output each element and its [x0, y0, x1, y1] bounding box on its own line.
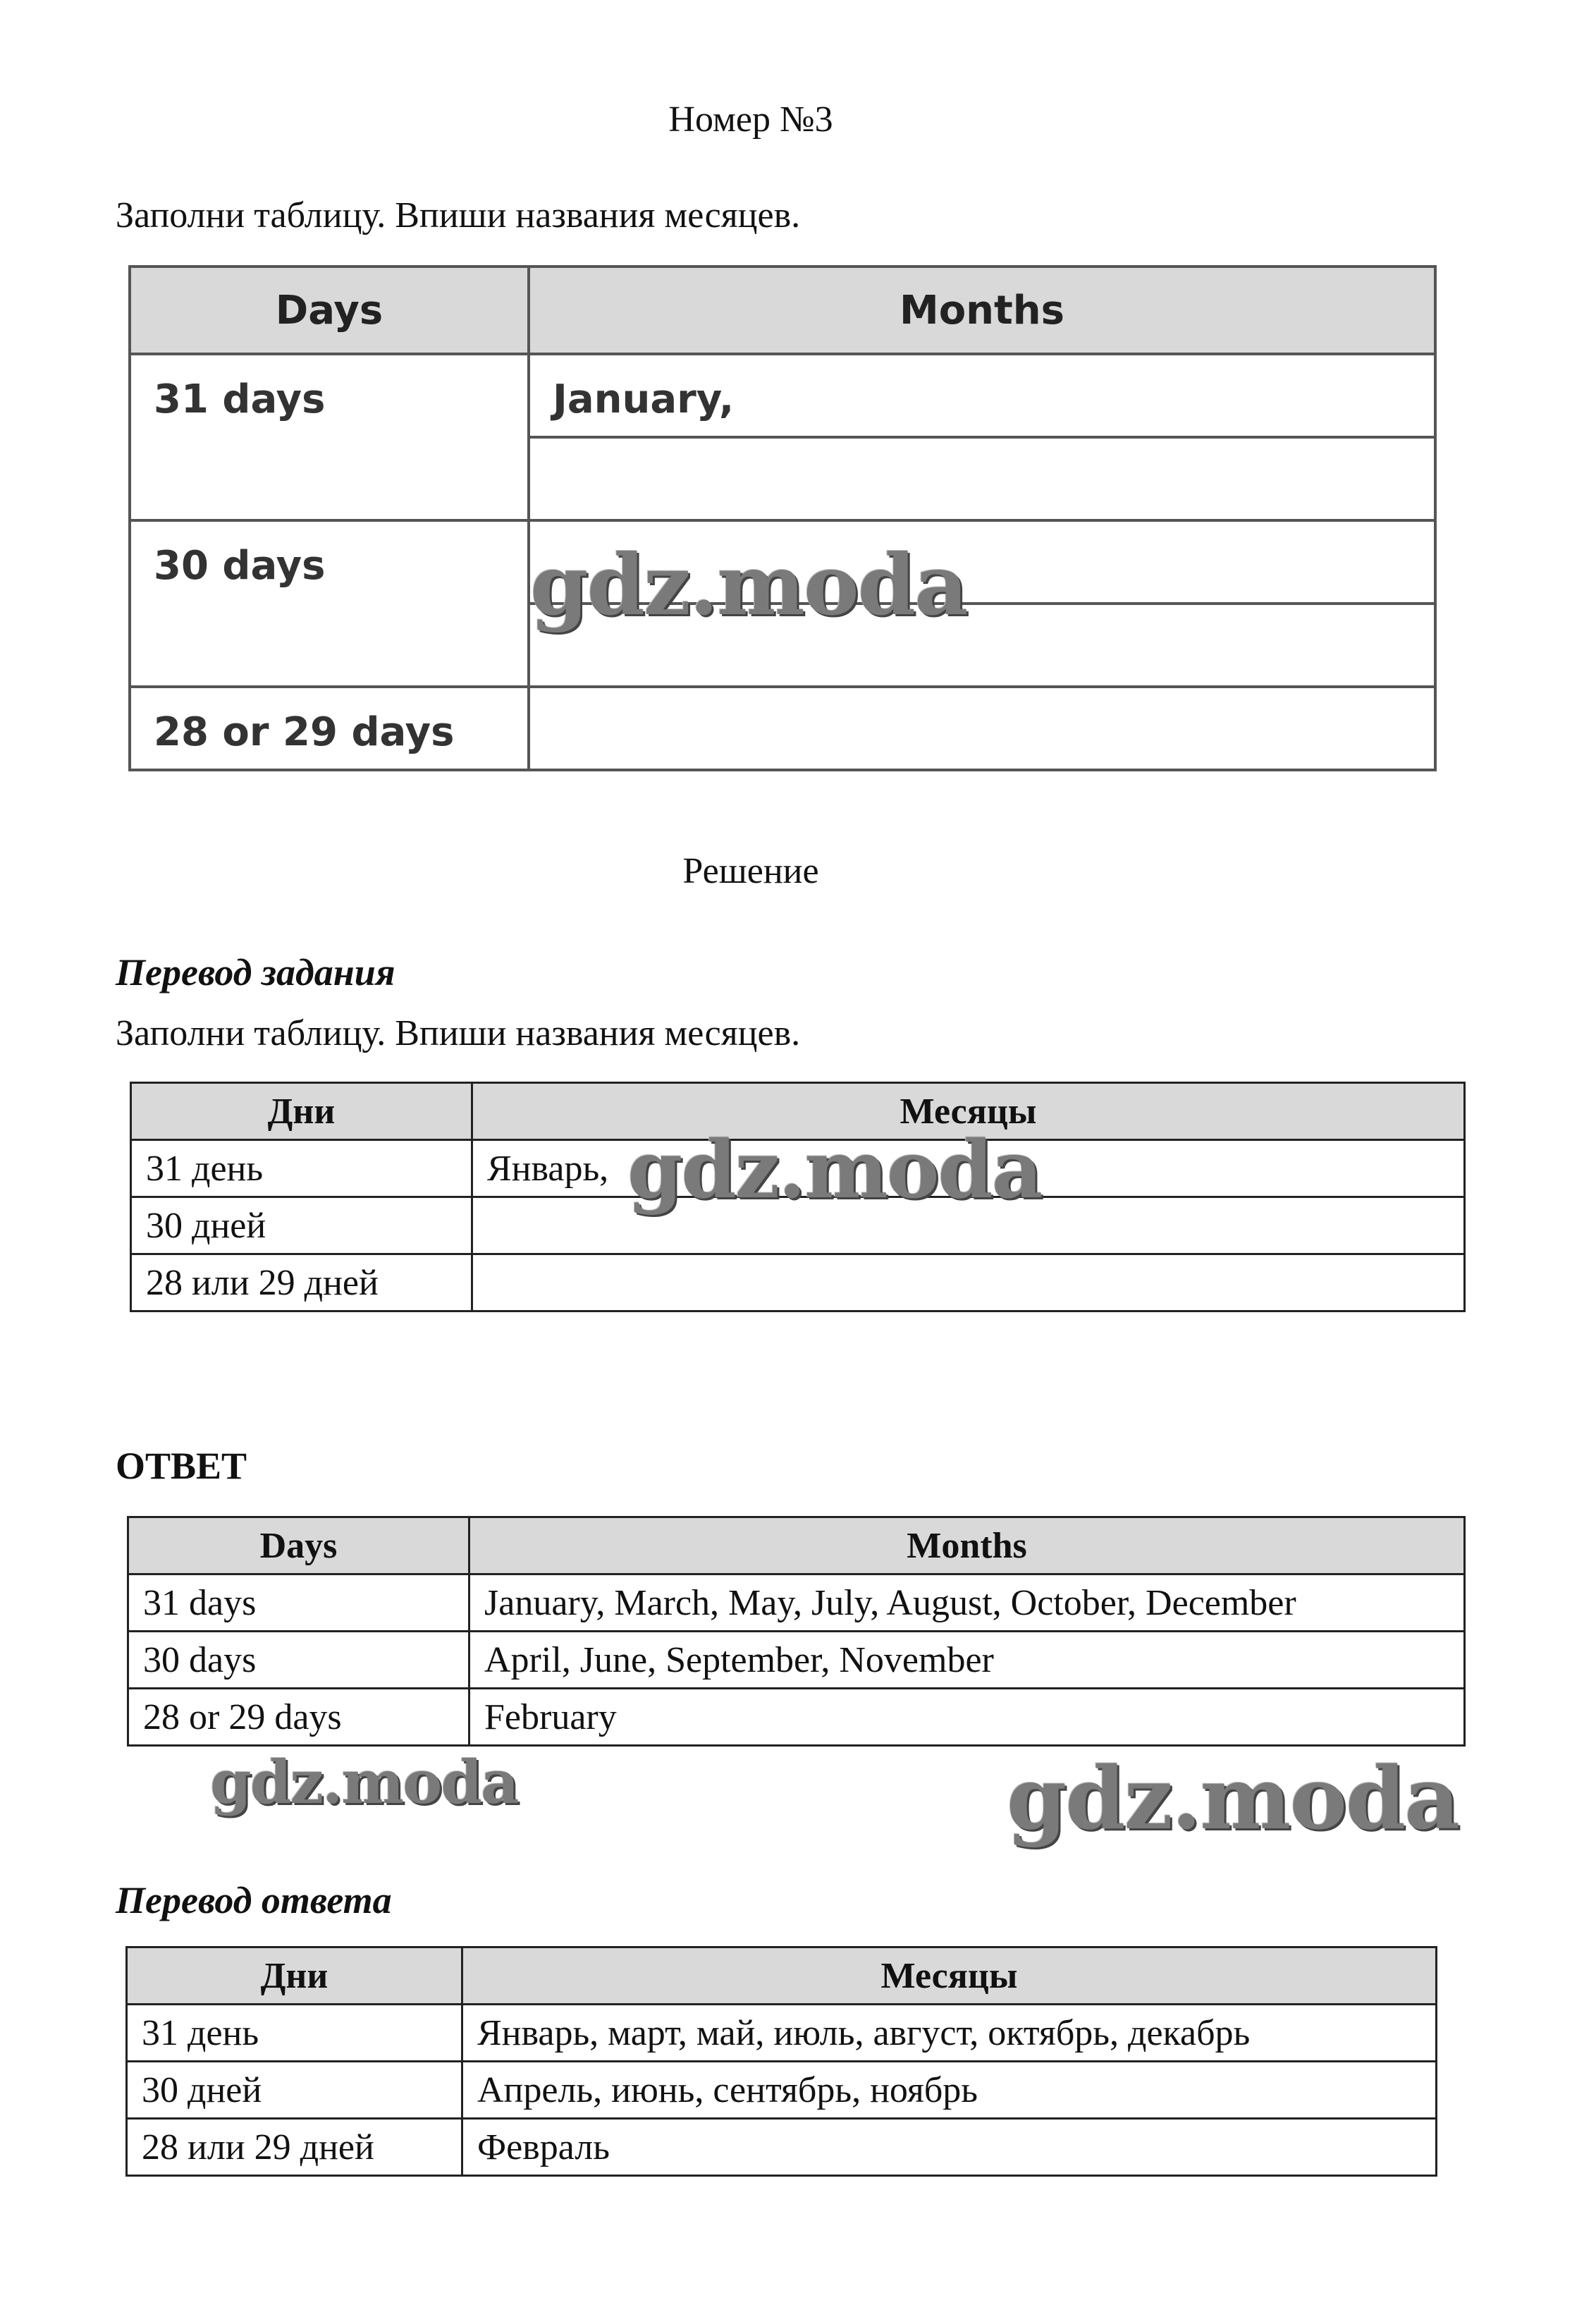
- translation-answer-heading: Перевод ответа: [116, 1879, 392, 1921]
- table-row: [127, 2119, 1437, 2176]
- page-title: Номер №3: [668, 99, 833, 140]
- days-cell: 31 день: [127, 2005, 462, 2062]
- column-header-months: Месяцы: [472, 1083, 1465, 1140]
- column-header-days: Days: [128, 1517, 469, 1574]
- table-header-row: [130, 267, 1435, 354]
- months-cell: [529, 687, 1435, 770]
- watermark: gdz.moda: [1007, 1747, 1459, 1849]
- months-cell: [472, 1254, 1465, 1311]
- translation-answer-table: [125, 1946, 1437, 2177]
- days-cell: 31 days: [128, 1574, 469, 1632]
- days-cell: 30 дней: [131, 1197, 472, 1254]
- days-cell: 28 или 29 дней: [131, 1254, 472, 1311]
- table-row: [130, 354, 1435, 437]
- table-row: [127, 2005, 1437, 2062]
- months-cell: Январь, март, май, июль, август, октябрь, декабрь: [462, 2005, 1437, 2062]
- days-cell: 30 days: [128, 1632, 469, 1689]
- watermark: gdz.moda: [210, 1747, 518, 1817]
- days-cell: 31 день: [131, 1140, 472, 1197]
- column-header-months: Месяцы: [462, 1947, 1437, 2005]
- task-text: Заполни таблицу. Впиши названия месяцев.: [116, 195, 801, 236]
- days-cell: 30 дней: [127, 2062, 462, 2119]
- months-cell: [529, 437, 1435, 520]
- answer-heading: ОТВЕТ: [116, 1445, 247, 1487]
- months-cell: Январь,: [472, 1140, 1465, 1197]
- table-header-row: [128, 1517, 1465, 1574]
- table-row: [127, 2062, 1437, 2119]
- table-row: [131, 1254, 1465, 1311]
- months-cell: Апрель, июнь, сентябрь, ноябрь: [462, 2062, 1437, 2119]
- days-cell: 28 или 29 дней: [127, 2119, 462, 2176]
- column-header-months: Months: [529, 267, 1435, 354]
- days-cell: 28 or 29 days: [130, 687, 529, 770]
- table-row: [130, 687, 1435, 770]
- translation-task-text: Заполни таблицу. Впиши названия месяцев.: [116, 1013, 801, 1053]
- months-cell: Февраль: [462, 2119, 1437, 2176]
- textbook-table: [128, 265, 1437, 771]
- table-row: [128, 1574, 1465, 1632]
- table-header-row: [127, 1947, 1437, 2005]
- column-header-days: Дни: [131, 1083, 472, 1140]
- column-header-days: Days: [130, 267, 529, 354]
- column-header-months: Months: [469, 1517, 1465, 1574]
- translation-task-heading: Перевод задания: [116, 951, 395, 993]
- months-cell: January,: [529, 354, 1435, 437]
- watermark: gdz.moda: [627, 1124, 1042, 1216]
- table-row: [128, 1632, 1465, 1689]
- days-cell: 31 days: [130, 354, 529, 520]
- table-row: [128, 1689, 1465, 1746]
- months-cell: February: [469, 1689, 1465, 1746]
- solution-heading: Решение: [682, 851, 819, 891]
- days-cell: 30 days: [130, 520, 529, 687]
- column-header-days: Дни: [127, 1947, 462, 2005]
- months-cell: April, June, September, November: [469, 1632, 1465, 1689]
- watermark: gdz.moda: [530, 536, 967, 634]
- months-cell: January, March, May, July, August, October, December: [469, 1574, 1465, 1632]
- days-cell: 28 or 29 days: [128, 1689, 469, 1746]
- answer-table: [127, 1516, 1466, 1747]
